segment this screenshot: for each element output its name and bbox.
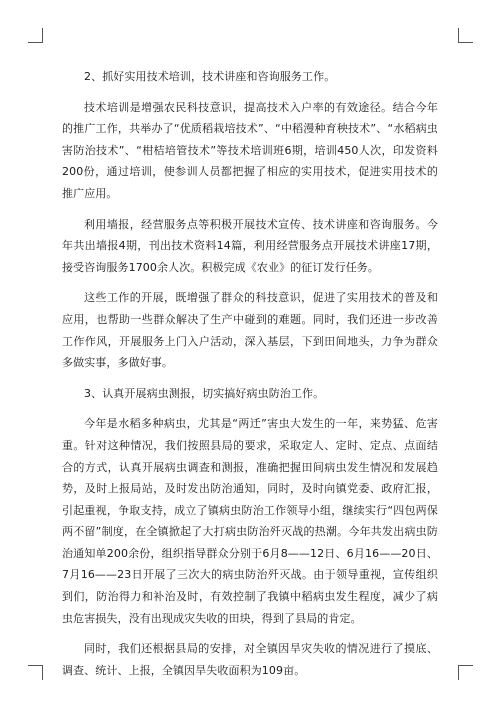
document-body	[62, 66, 438, 690]
crop-mark-top-left	[28, 28, 43, 43]
paragraph-training-sessions: 技术培训是增强农民科技意识，提高技术入户率的有效途径。结合今年的推广工作，共举办了“优质稻栽培技术”、“中稻漫种育秧技术”、“水稻病虫害防治技术”、“柑桔培管技术”等技术培训班6期，培训450人次，印发资料200份，通过培训，使参训人员都把握了相应的实用技术，促进实用技术的推广应用。	[62, 100, 438, 200]
section-heading-pest-forecast: 3、认真开展病虫测报，切实搞好病虫防治工作。	[84, 386, 325, 400]
paragraph-wall-posters: 利用墙报，经营服务点等积极开展技术宣传、技术讲座和咨询服务。今年共出墙报4期，刊出技术资料14篇，利用经营服务点开展技术讲座17期，接受咨询服务1700余人次。积极完成《农业》的征订发行任务。	[62, 217, 438, 274]
crop-mark-top-right	[458, 28, 473, 43]
crop-mark-bottom-left	[28, 665, 43, 680]
paragraph-work-results: 这些工作的开展，既增强了群众的科技意识，促进了实用技术的普及和应用，也帮助一些群众解决了生产中碰到的难题。同时，我们还进一步改善工作作风，开展服务上门入户活动，深入基层，下到田间地头，力争为群众多做实事，多做好事。	[62, 291, 438, 370]
paragraph-drought-survey: 同时，我们还根据县局的安排，对全镇因旱灾失收的情况进行了摸底、调查、统计、上报，全镇因旱失收面积为109亩。	[62, 642, 438, 677]
section-heading-training: 2、抓好实用技术培训，技术讲座和咨询服务工作。	[84, 70, 336, 83]
crop-mark-bottom-right	[458, 665, 473, 680]
paragraph-pest-control: 今年是水稻多种病虫，尤其是“两迁”害虫大发生的一年，来势猛、危害重。针对这种情况，我们按照县局的要求，采取定人、定时、定点、点面结合的方式，认真开展病虫调查和测报，准确把握田间病虫发生情况和发展趋势，及时上报局站，及时发出防治通知，同时，及时向镇党委、政府汇报，引起重视，争取支持，成立了镇病虫防治工作领导小组，继续实行“四包两保两不留”制度，在全镇掀起了大打病虫防治歼灭战的热潮。今年共发出病虫防治通知单200余份，组织指导群众分别于6月8——12日、6月16——20日、7月16——23日开展了三次大的病虫防治歼灭战。由于领导重视，宣传组织到们，防治得力和补治及时，有效控制了我镇中稻病虫发生程度，减少了病虫危害损失，没有出现成灾失收的田块，得到了县局的肯定。	[62, 417, 438, 625]
